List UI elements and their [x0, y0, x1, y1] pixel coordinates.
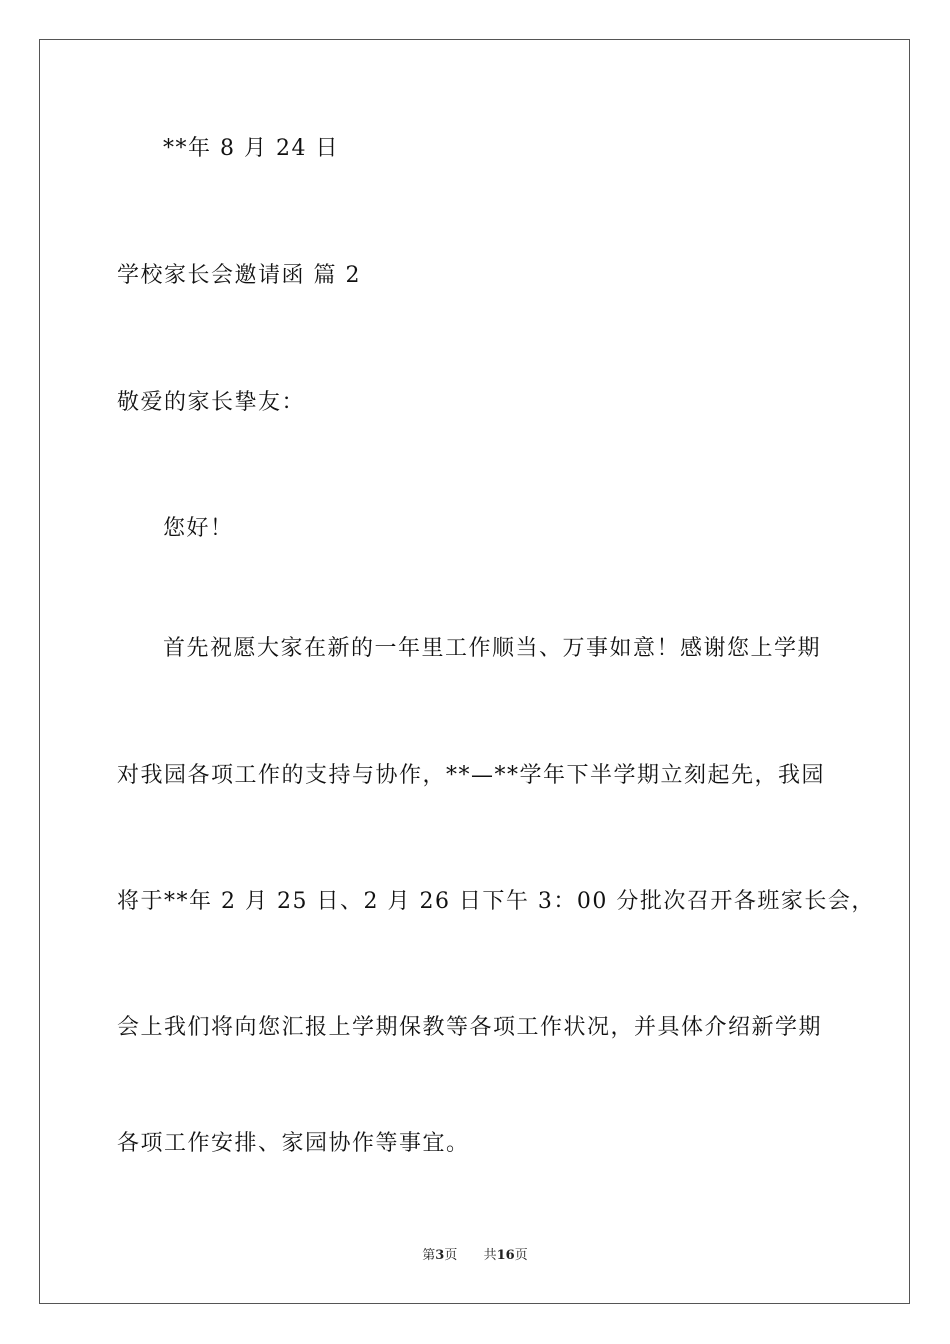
page-border: [39, 39, 910, 1304]
body-paragraph-line-1: 首先祝愿大家在新的一年里工作顺当、万事如意！感谢您上学期: [163, 636, 822, 661]
body-paragraph-line-3: 将于**年 2 月 25 日、2 月 26 日下午 3：00 分批次召开各班家长会，: [117, 889, 875, 914]
section-heading: 学校家长会邀请函 篇 2: [117, 263, 361, 288]
body-paragraph-line-4: 会上我们将向您汇报上学期保教等各项工作状况，并具体介绍新学期: [117, 1015, 823, 1040]
page-footer: [0, 1247, 950, 1265]
body-paragraph-line-5: 各项工作安排、家园协作等事宜。: [117, 1131, 470, 1156]
total-pages-indicator: 共16页: [483, 1248, 528, 1263]
greeting: 您好！: [163, 516, 234, 541]
salutation: 敬爱的家长挚友：: [117, 390, 306, 415]
page-number-indicator: 第3页: [422, 1248, 458, 1263]
body-paragraph-line-2: 对我园各项工作的支持与协作，**—**学年下半学期立刻起先，我园: [117, 763, 826, 788]
date-line: **年 8 月 24 日: [163, 136, 339, 161]
